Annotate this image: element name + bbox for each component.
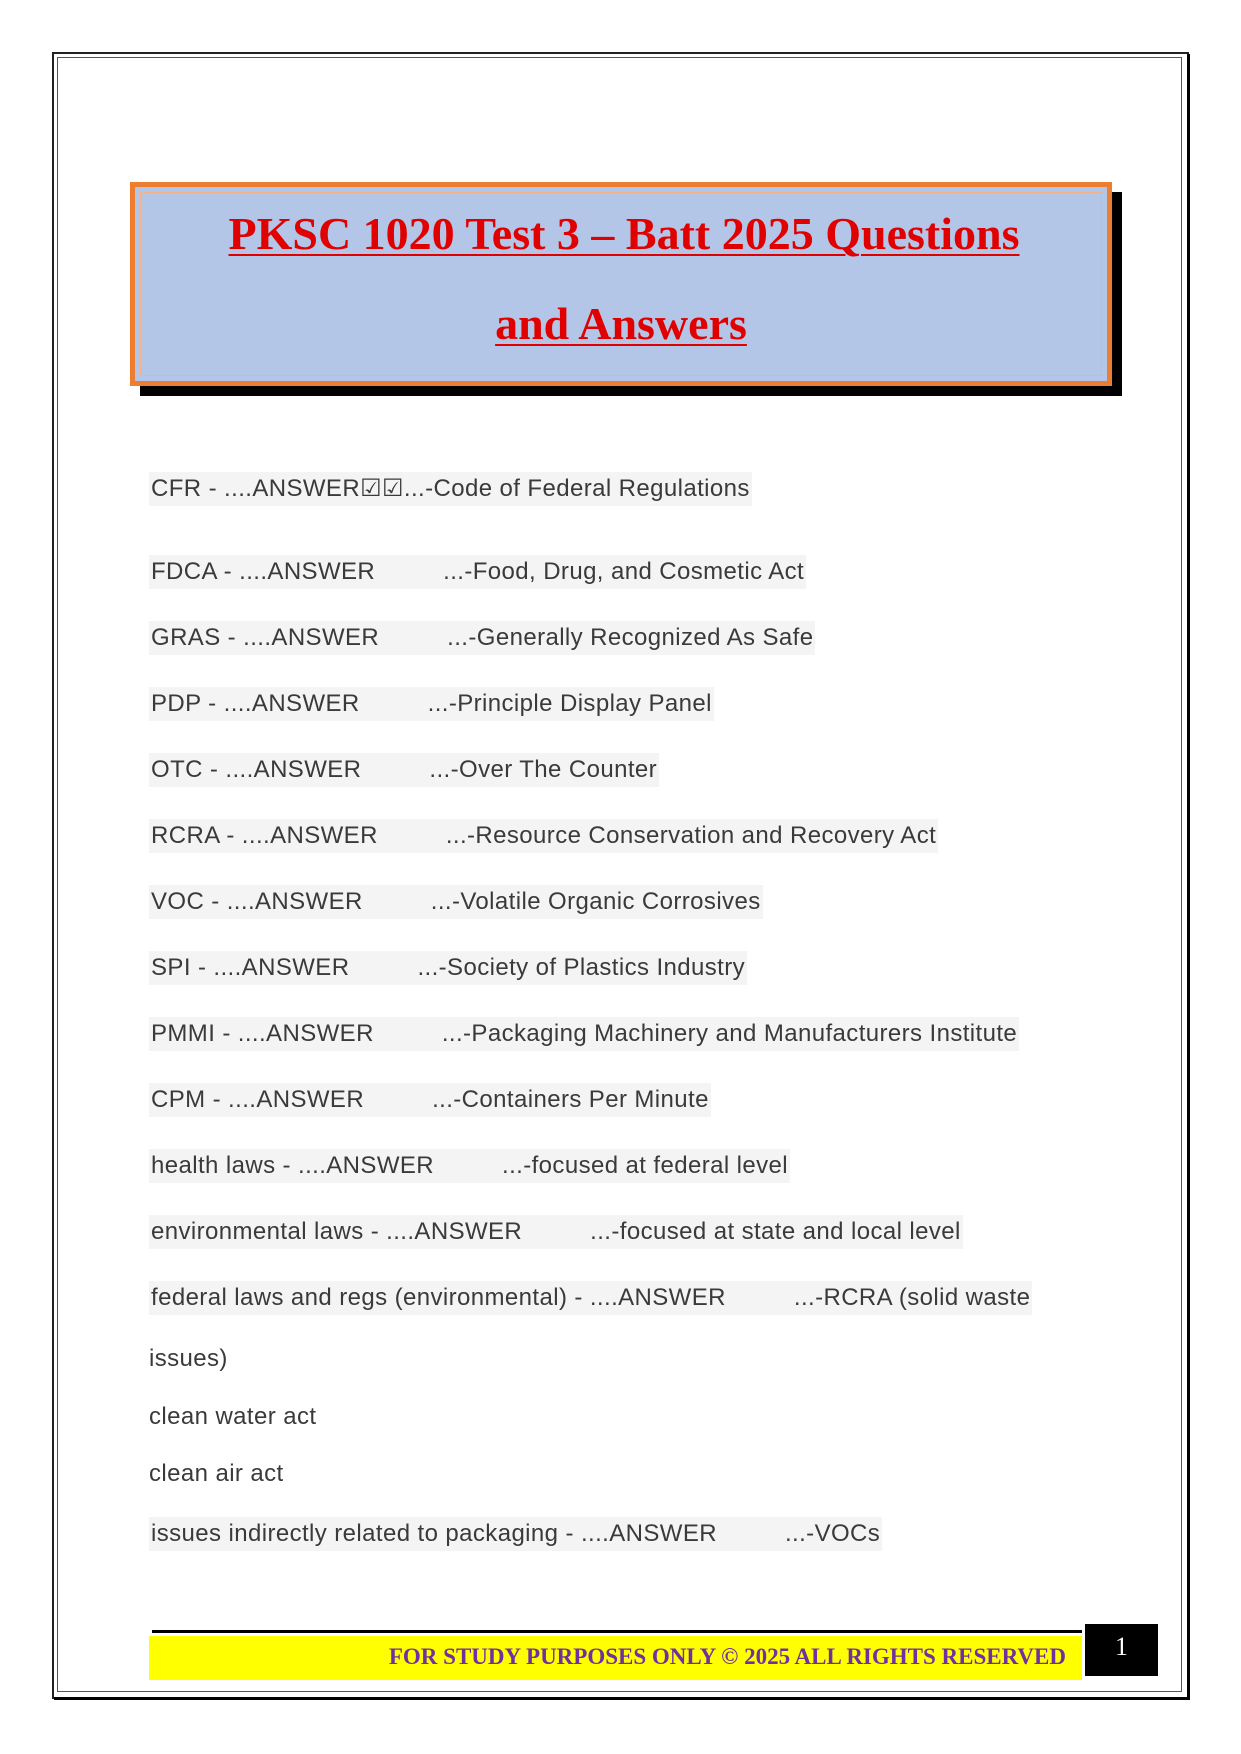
title-box (130, 182, 1112, 386)
qa-item (149, 1017, 1019, 1051)
qa-term: VOC - ....ANSWER (151, 888, 363, 915)
qa-item (149, 1215, 963, 1249)
qa-term: GRAS - ....ANSWER (151, 624, 380, 651)
qa-answer: ...-Society of Plastics Industry (417, 954, 746, 981)
qa-continuation: issues) (149, 1345, 228, 1372)
qa-item (149, 621, 815, 655)
qa-item (149, 753, 659, 787)
qa-continuation: clean air act (149, 1460, 284, 1487)
qa-answer: ...-Resource Conservation and Recovery Act (445, 822, 937, 849)
qa-term: RCRA - ....ANSWER (151, 822, 378, 849)
qa-term: OTC - ....ANSWER (151, 756, 362, 783)
qa-term: FDCA - ....ANSWER (151, 558, 376, 585)
qa-answer: ...-Food, Drug, and Cosmetic Act (443, 558, 805, 585)
qa-item (149, 885, 763, 919)
qa-item (149, 819, 938, 853)
qa-answer: ...-focused at federal level (502, 1152, 789, 1179)
page-number-box (1085, 1624, 1158, 1676)
qa-item (149, 1281, 1032, 1315)
qa-term: CPM - ....ANSWER (151, 1086, 365, 1113)
qa-term: CFR - ....ANSWER☑☑...-Code of Federal Regulations (151, 475, 750, 502)
qa-answer: ...-Generally Recognized As Safe (447, 624, 814, 651)
qa-answer: ...-Principle Display Panel (427, 690, 712, 717)
qa-term: issues indirectly related to packaging - ....ANSWER (151, 1520, 717, 1547)
qa-term: PMMI - ....ANSWER (151, 1020, 374, 1047)
qa-term: federal laws and regs (environmental) - ....ANSWER (151, 1284, 726, 1311)
qa-item (149, 472, 752, 506)
page-shadow-right (1187, 54, 1190, 1698)
qa-item (149, 1083, 711, 1117)
qa-item (149, 951, 747, 985)
qa-answer: ...-Containers Per Minute (432, 1086, 709, 1113)
page-shadow-bottom (54, 1697, 1190, 1700)
document-title-line-2: and Answers (495, 298, 747, 349)
footer-rule (152, 1630, 1082, 1633)
qa-term: SPI - ....ANSWER (151, 954, 350, 981)
qa-item (149, 1149, 790, 1183)
qa-item (149, 687, 714, 721)
qa-answer: ...-RCRA (solid waste (793, 1284, 1031, 1311)
qa-answer: ...-Over The Counter (429, 756, 658, 783)
qa-term: environmental laws - ....ANSWER (151, 1218, 523, 1245)
qa-answer: ...-Volatile Organic Corrosives (430, 888, 761, 915)
footer-notice: FOR STUDY PURPOSES ONLY © 2025 ALL RIGHTS RESERVED (388, 1644, 1066, 1669)
qa-term: health laws - ....ANSWER (151, 1152, 435, 1179)
footer-bar (149, 1636, 1082, 1680)
qa-answer: ...-Packaging Machinery and Manufacturers Institute (441, 1020, 1018, 1047)
qa-item (149, 1517, 882, 1551)
qa-answer: ...-VOCs (784, 1520, 881, 1547)
page-number: 1 (1115, 1632, 1128, 1661)
qa-answer: ...-focused at state and local level (590, 1218, 961, 1245)
qa-term: PDP - ....ANSWER (151, 690, 360, 717)
document-title-line-1: PKSC 1020 Test 3 – Batt 2025 Questions (228, 208, 1020, 259)
qa-continuation: clean water act (149, 1403, 317, 1430)
qa-item (149, 555, 806, 589)
